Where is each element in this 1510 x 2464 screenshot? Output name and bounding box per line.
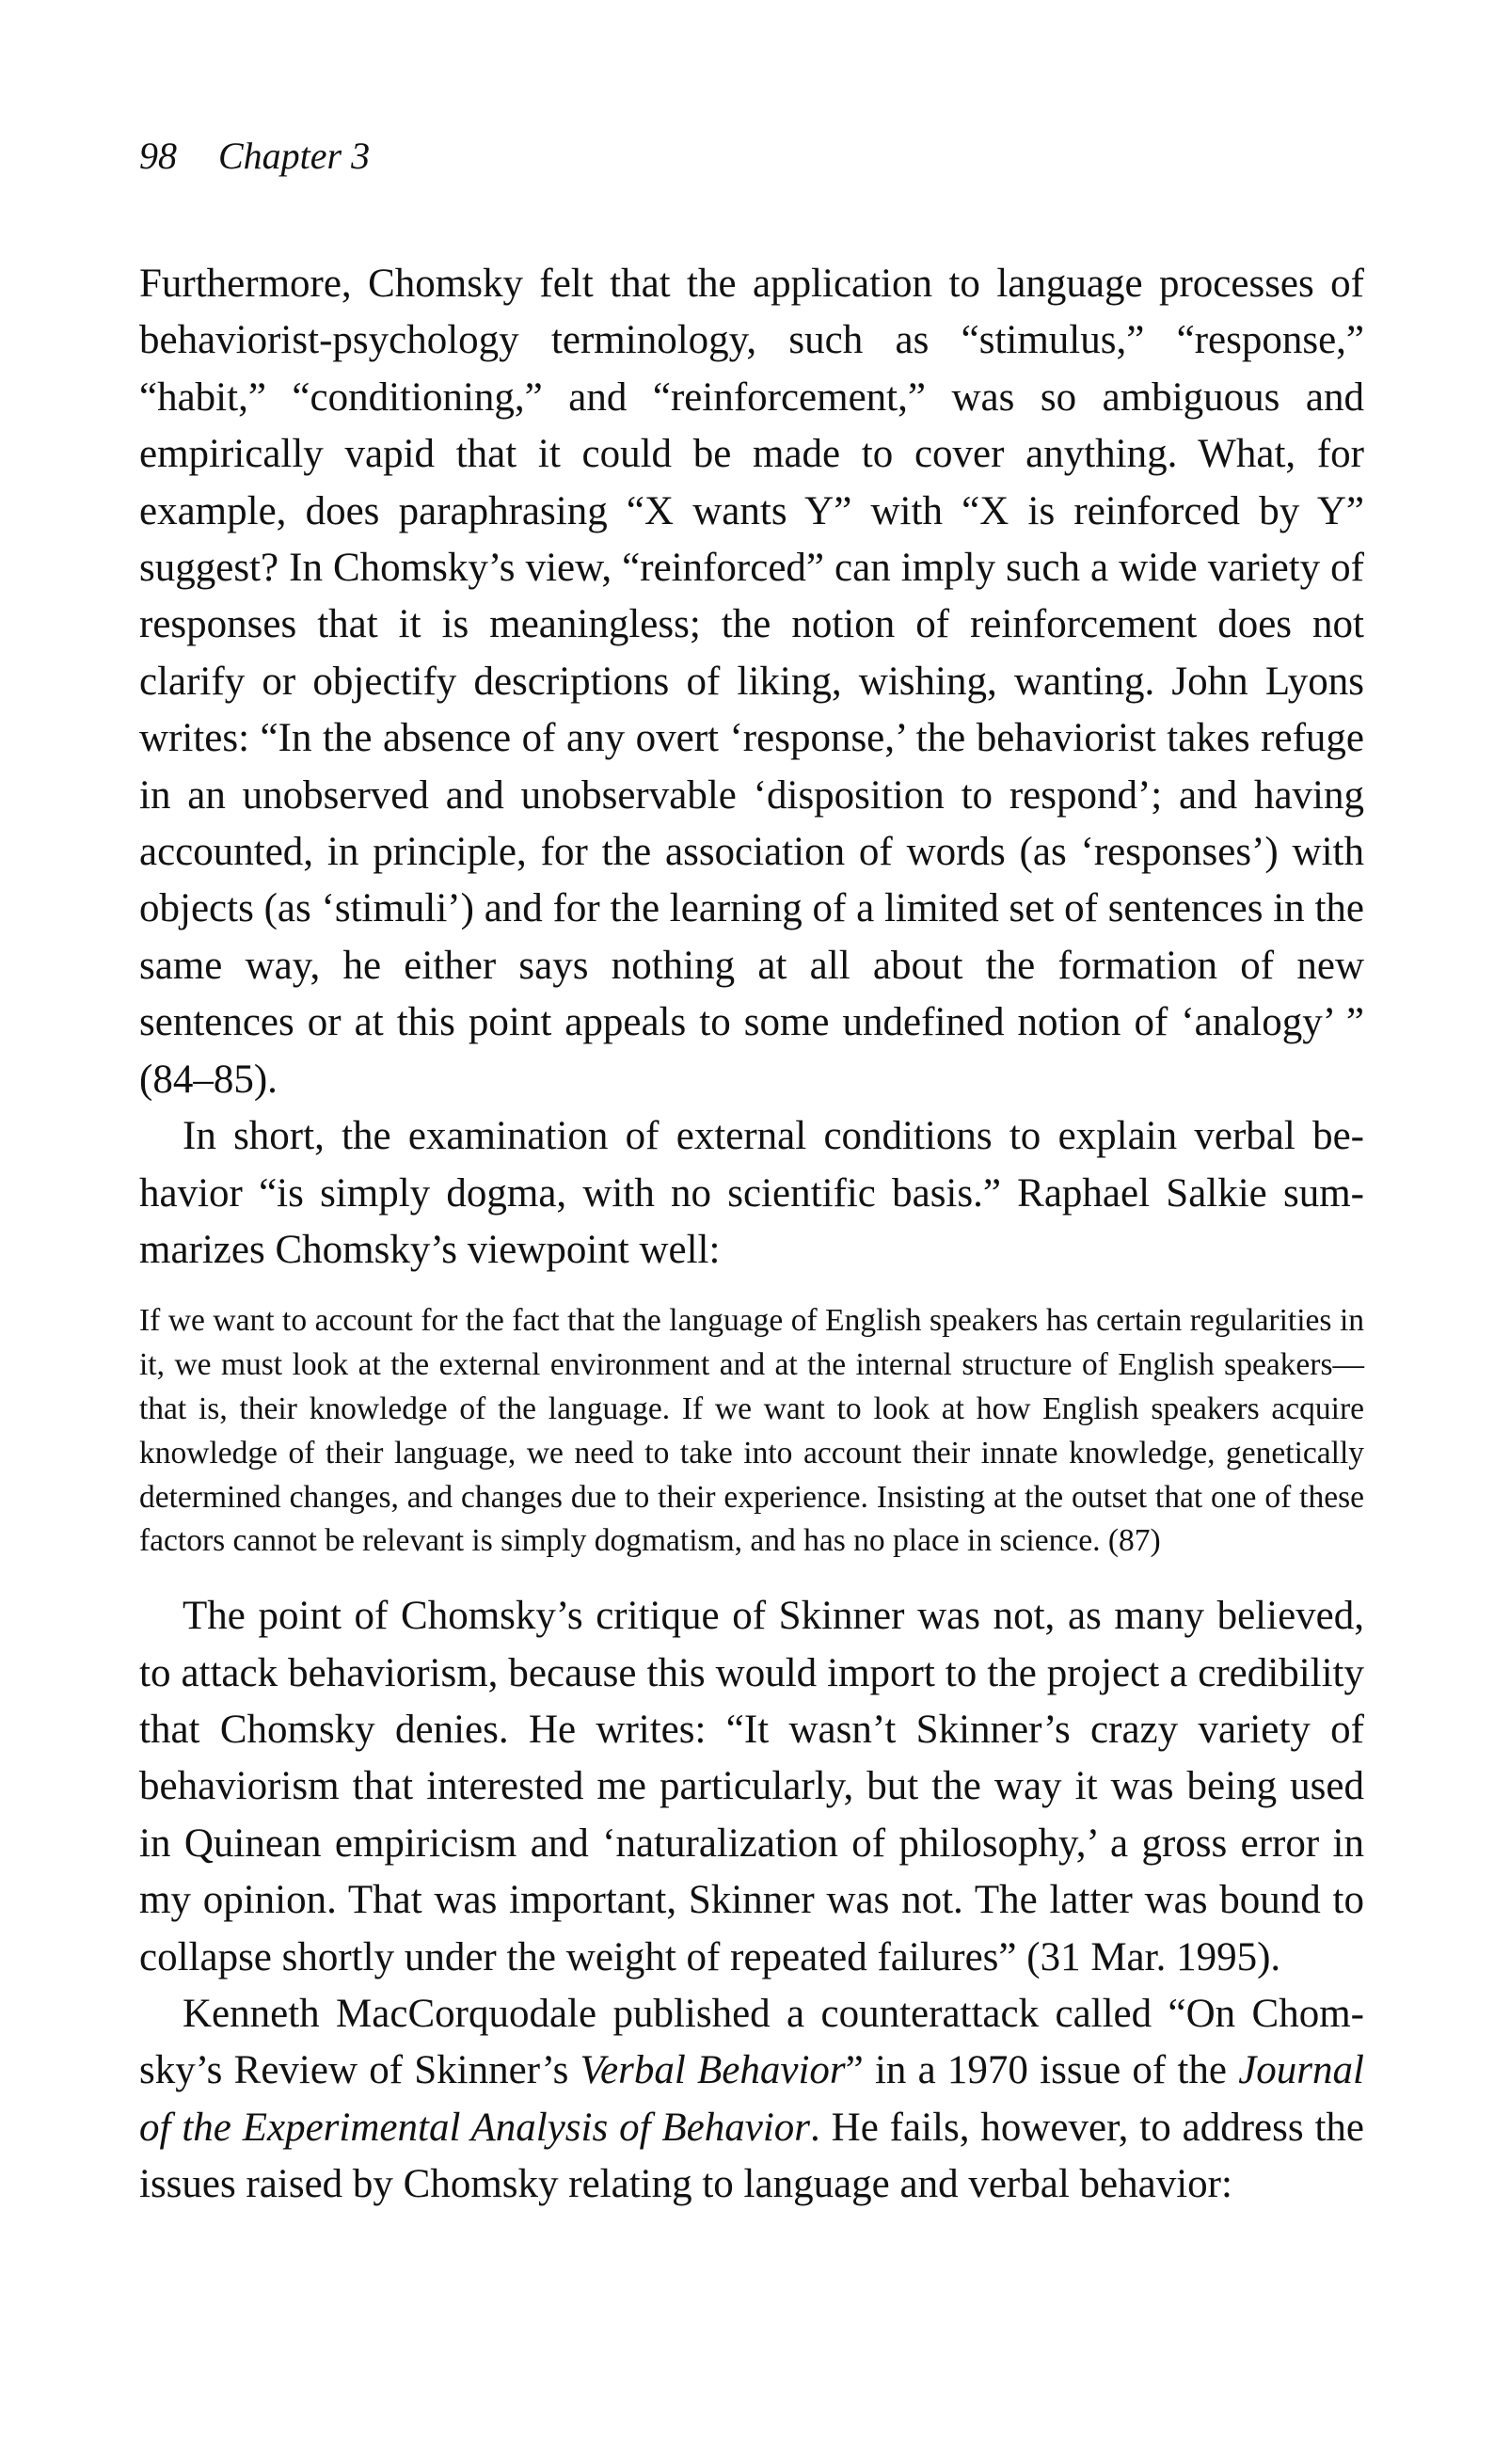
chapter-title: Chapter 3 [218,135,371,177]
paragraph-4-text-2: ” in a 1970 issue of the [845,2048,1239,2093]
journal-title: Journal of the Experimental Analysis of Behavior [139,2048,1364,2150]
body-text [139,256,1364,2214]
block-quote: If we want to account for the fact that the language of English speakers has certain regularities in it, we must look at the external environment and at the internal structure of English speakers—that is, their knowledge of the language. If we want to look at how English speakers acquire knowledge of their language, we need to take into account their innate knowledge, genetically determined changes, and changes due to their experience. Insisting at the outset that one of these factors cannot be relevant is simply dogmatism, and has no place in science. (87) [139,1303,1364,1559]
book-title-verbal-behavior: Verbal Behavior [580,2048,846,2093]
paragraph-2: In short, the examination of external conditions to explain verbal behavior “is simply dogma, with no scientific basis.” Raphael Salkie summarizes Chomsky’s viewpoint well: [139,1114,1364,1272]
running-head [139,137,370,175]
paragraph-3: The point of Chomsky’s critique of Skinner was not, as many believed, to attack behaviorism, because this would import to the project a credibility that Chomsky denies. He writes: “It wasn’t Skinner’s crazy variety of behaviorism that interested me particularly, but the way it was being used in Quinean empiricism and ‘naturalization of philosophy,’ a gross error in my opinion. That was important, Skinner was not. The latter was bound to collapse shortly under the weight of repeated failures” (31 Mar. 1995). [139,1594,1364,1979]
paragraph-1: Furthermore, Chomsky felt that the application to language processes of behaviorist-psychology terminology, such as “stimulus,” “response,” “habit,” “conditioning,” and “reinforcement,” was so ambiguous and empirically vapid that it could be made to cover anything. What, for example, does paraphrasing “X wants Y” with “X is reinforced by Y” suggest? In Chomsky’s view, “reinforced” can imply such a wide variety of responses that it is meaningless; the notion of reinforcement does not clarify or objectify descriptions of liking, wishing, wanting. John Lyons writes: “In the absence of any overt ‘response,’ the behaviorist takes refuge in an unobserved and unobservable ‘disposition to respond’; and having accounted, in principle, for the association of words (as ‘responses’) with objects (as ‘stimuli’) and for the learning of a limited set of sentences in the same way, he either says nothing at all about the formation of new sentences or at this point appeals to some undefined notion of ‘analogy’ ” (84–85). [139,262,1364,1102]
paragraph-4 [139,1986,1364,2214]
page-number: 98 [139,135,177,177]
paragraph-4-text-1: Kenneth MacCorquodale published a counterattack called “On Chomsky’s Review of Skinner’s [139,1991,1364,2093]
paragraph-4-text-3: . He fails, however, to address the issues raised by Chomsky relating to language and verbal behavior: [139,2105,1364,2207]
